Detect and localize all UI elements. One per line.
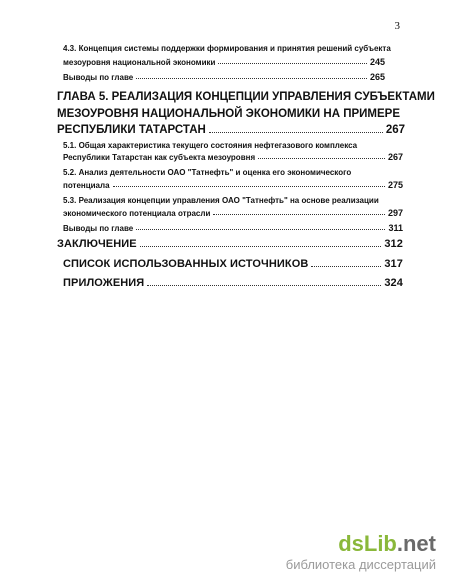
leader-dots [140,246,382,247]
toc-chapter5-line2: МЕЗОУРОВНЯ НАЦИОНАЛЬНОЙ ЭКОНОМИКИ НА ПРИМЕРЕ [57,108,400,120]
toc-entry-chapter5-conclusions[interactable] [63,223,403,233]
dslib-logo[interactable] [286,533,436,555]
toc-page-number: 311 [388,223,403,233]
toc-entry-4-3-line1: 4.3. Концепция системы поддержки формирования и принятия решений субъекта [63,44,391,53]
leader-dots [136,229,385,230]
leader-dots [311,266,381,267]
toc-page-number: 267 [387,152,403,162]
leader-dots [258,158,385,159]
leader-dots [147,285,381,286]
toc-entry-chapter4-conclusions[interactable] [63,72,385,82]
toc-page-number: 324 [384,277,403,289]
leader-dots [213,214,385,215]
toc-entry-label: Выводы по главе [63,224,134,233]
toc-page-number: 312 [384,238,403,250]
logo-suffix: .net [396,531,436,556]
leader-dots [136,78,367,79]
toc-entry-5-1[interactable] [63,152,403,162]
leader-dots [113,186,385,187]
toc-entry-4-3[interactable] [63,57,385,67]
leader-dots [218,63,367,64]
toc-entry-5-2[interactable] [63,180,403,190]
toc-entry-5-1-line1: 5.1. Общая характеристика текущего состояния нефтегазового комплекса [63,141,358,150]
toc-page-number: 317 [384,258,403,270]
toc-appendix[interactable] [63,277,403,289]
toc-entry-5-3[interactable] [63,208,403,218]
toc-entry-label: Выводы по главе [63,73,134,82]
watermark [286,533,436,572]
toc-conclusion[interactable] [57,238,403,250]
toc-page-number: 267 [385,124,405,136]
toc-page-number: 275 [387,180,403,190]
toc-chapter5-line1: ГЛАВА 5. РЕАЛИЗАЦИЯ КОНЦЕПЦИИ УПРАВЛЕНИЯ СУБЪЕКТАМИ [57,91,435,103]
toc-entry-label: потенциала [63,181,110,190]
logo-main: dsLib [338,531,397,556]
toc-entry-label: мезоуровня национальной экономики [63,58,216,67]
toc-entry-5-3-line1: 5.3. Реализация концепции управления ОАО "Татнефть" на основе реализации [63,196,379,205]
watermark-tagline: библиотека диссертаций [285,557,436,572]
toc-entry-label: ЗАКЛЮЧЕНИЕ [57,238,137,250]
toc-page-number: 265 [369,72,385,82]
page-number: 3 [394,20,400,32]
toc-entry-label: РЕСПУБЛИКИ ТАТАРСТАН [57,124,206,136]
toc-entry-label: Республики Татарстан как субъекта мезоуровня [63,153,256,162]
toc-chapter5[interactable] [57,124,405,136]
toc-page-number: 297 [387,208,403,218]
toc-entry-5-2-line1: 5.2. Анализ деятельности ОАО "Татнефть" и оценка его экономического [63,168,352,177]
toc-sources[interactable] [63,258,403,270]
toc-entry-label: экономического потенциала отрасли [63,209,211,218]
toc-entry-label: СПИСОК ИСПОЛЬЗОВАННЫХ ИСТОЧНИКОВ [63,258,309,270]
leader-dots [209,132,383,133]
toc-page-number: 245 [369,57,385,67]
toc-entry-label: ПРИЛОЖЕНИЯ [63,277,145,289]
